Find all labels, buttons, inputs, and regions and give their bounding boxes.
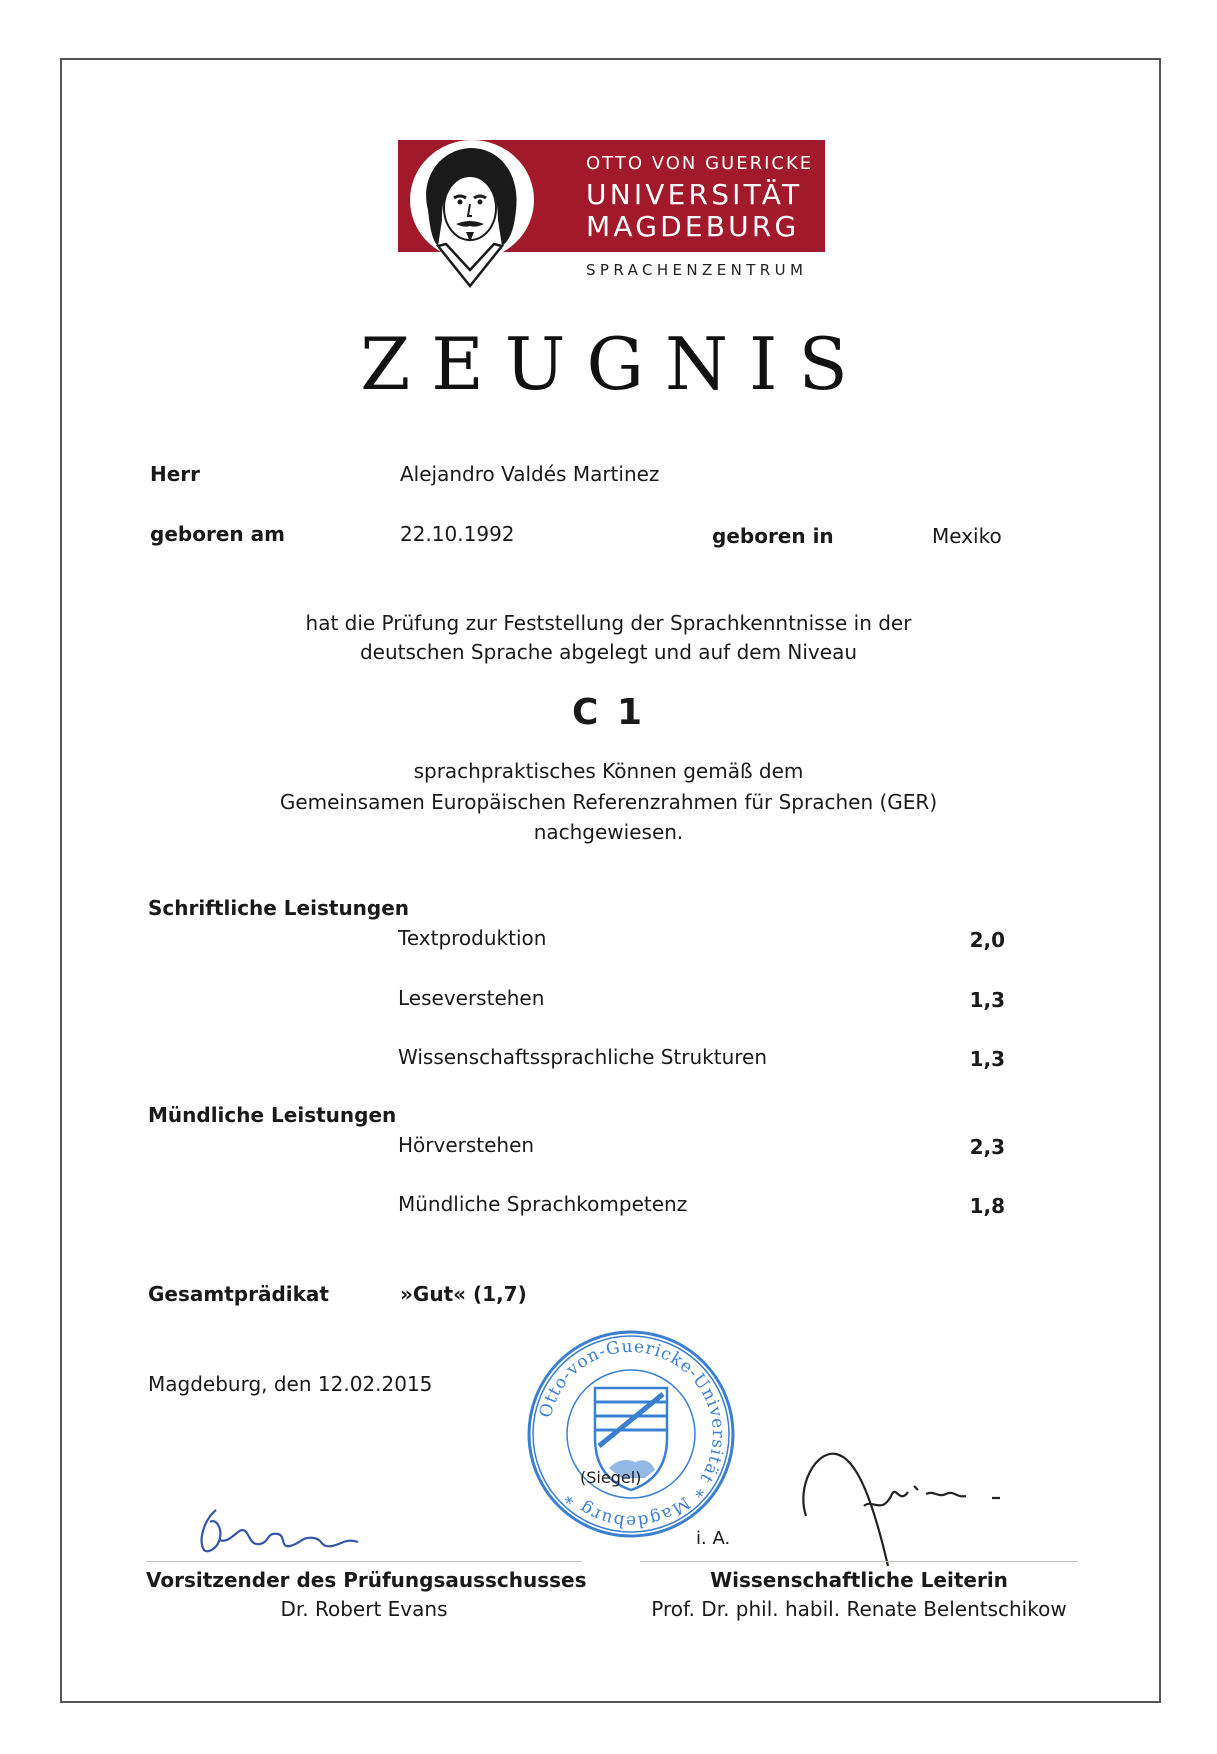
- birthdate-value: 22.10.1992: [400, 522, 515, 546]
- result-grade: 1,8: [969, 1194, 1005, 1218]
- overall-value: »Gut« (1,7): [400, 1282, 527, 1306]
- seal-text: Otto-von-Guericke-Universität * Magdeburg *: [535, 1336, 729, 1532]
- statement-line-2: deutschen Sprache abgelegt und auf dem Niveau: [359, 640, 858, 664]
- overall-label: Gesamtprädikat: [148, 1282, 329, 1306]
- language-level: C 1: [571, 692, 645, 733]
- statement-line-5: nachgewiesen.: [533, 820, 684, 844]
- left-signatory-role: Vorsitzender des Prüfungsausschusses: [146, 1568, 587, 1592]
- logo-subtitle: SPRACHENZENTRUM: [586, 261, 808, 279]
- result-grade: 2,3: [969, 1135, 1005, 1159]
- signature-left-caption: [146, 1566, 587, 1624]
- result-label: Textproduktion: [398, 926, 547, 950]
- university-logo-bar: [542, 140, 825, 252]
- signature-right-caption: [640, 1566, 1078, 1624]
- birthplace-value: Mexiko: [932, 524, 1002, 548]
- logo-line-3: MAGDEBURG: [586, 210, 800, 243]
- university-seal: [525, 1328, 737, 1540]
- document-title: ZEUGNIS: [360, 322, 869, 406]
- right-signatory-name: Prof. Dr. phil. habil. Renate Belentschikow: [651, 1597, 1067, 1621]
- result-label: Mündliche Sprachkompetenz: [398, 1192, 688, 1216]
- signature-evans: [190, 1500, 410, 1560]
- ia-label: i. A.: [696, 1528, 731, 1549]
- statement-line-1: hat die Prüfung zur Feststellung der Sprachkenntnisse in der: [305, 611, 912, 635]
- signature-line-left: [146, 1561, 582, 1562]
- logo-line-2: UNIVERSITÄT: [586, 178, 803, 211]
- person-name: Alejandro Valdés Martinez: [400, 462, 660, 486]
- place-date: Magdeburg, den 12.02.2015: [148, 1372, 433, 1396]
- guericke-portrait-logo: [398, 140, 542, 288]
- result-grade: 1,3: [969, 988, 1005, 1012]
- result-grade: 1,3: [969, 1047, 1005, 1071]
- signature-line-right: [640, 1561, 1078, 1562]
- seal-label: (Siegel): [580, 1468, 642, 1487]
- svg-text:Otto-von-Guericke-Universität: [536, 1337, 728, 1531]
- statement-line-3: sprachpraktisches Können gemäß dem: [413, 759, 804, 783]
- birthdate-label: geboren am: [150, 522, 285, 546]
- result-label: Wissenschaftssprachliche Strukturen: [398, 1045, 768, 1069]
- logo-line-1: OTTO VON GUERICKE: [586, 153, 814, 174]
- birthplace-label: geboren in: [712, 524, 834, 548]
- salutation-label: Herr: [150, 462, 201, 486]
- statement-line-4: Gemeinsamen Europäischen Referenzrahmen für Sprachen (GER): [279, 790, 938, 814]
- result-label: Hörverstehen: [398, 1133, 535, 1157]
- written-heading: Schriftliche Leistungen: [148, 896, 410, 920]
- oral-heading: Mündliche Leistungen: [148, 1103, 397, 1127]
- left-signatory-name: Dr. Robert Evans: [280, 1597, 448, 1621]
- result-grade: 2,0: [969, 928, 1005, 952]
- right-signatory-role: Wissenschaftliche Leiterin: [710, 1568, 1008, 1592]
- result-label: Leseverstehen: [398, 986, 545, 1010]
